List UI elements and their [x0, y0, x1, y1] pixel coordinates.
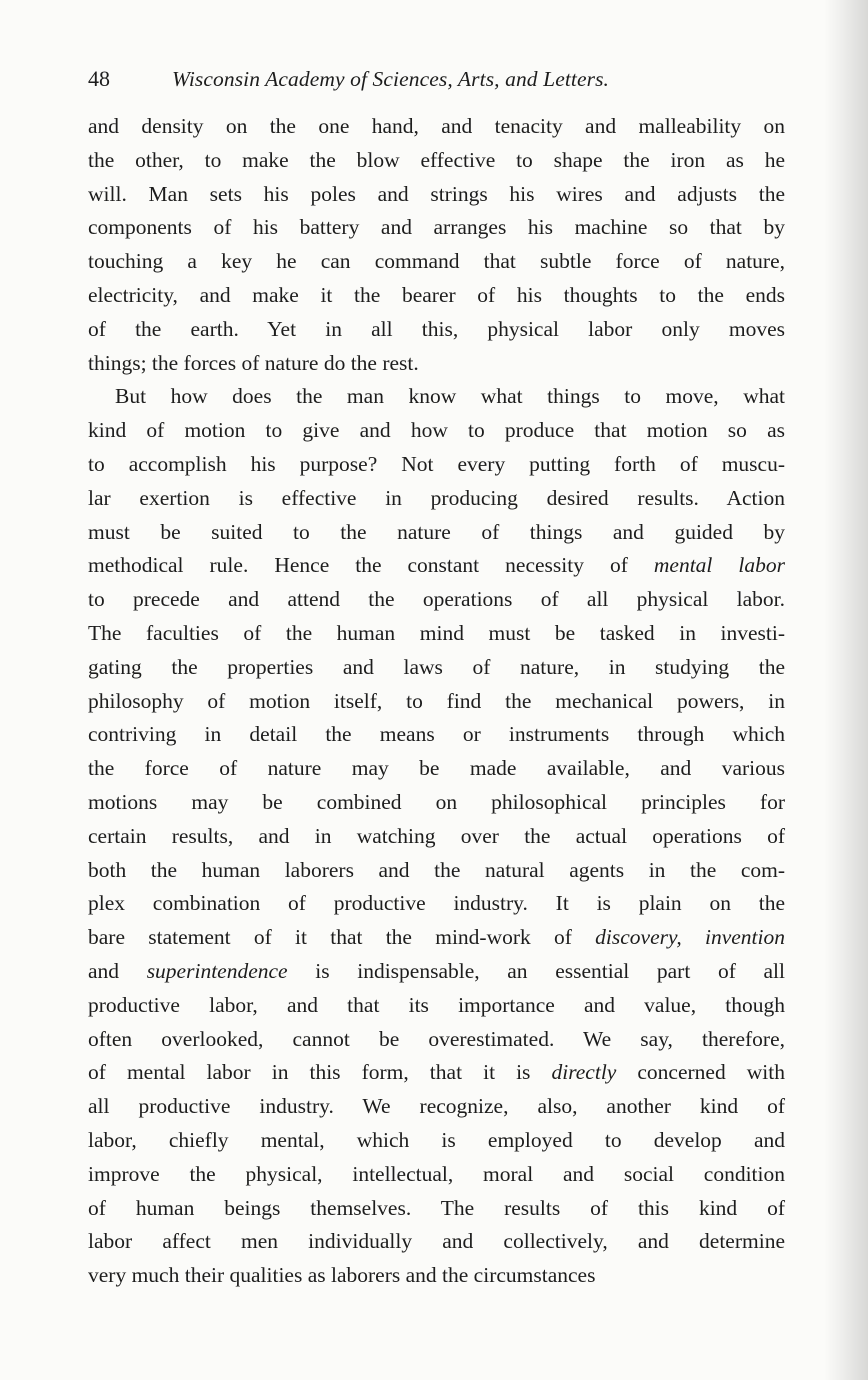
text-line — [88, 1225, 785, 1259]
text-run: electricity, and make it the bearer of his thoughts to the ends — [88, 282, 785, 307]
italic-text: directly — [551, 1060, 617, 1085]
text-line — [88, 516, 785, 550]
text-run: of human beings themselves. The results of this kind of — [88, 1195, 785, 1220]
text-run: plex combination of productive industry. It is plain on the — [88, 891, 785, 916]
text-run: of the earth. Yet in all this, physical labor only moves — [88, 316, 785, 341]
text-line — [88, 482, 785, 516]
text-run: lar exertion is effective in producing desired results. Action — [88, 485, 785, 510]
text-run: concerned with — [616, 1060, 785, 1085]
body-text — [88, 110, 785, 1293]
text-line — [88, 1259, 785, 1293]
text-line — [88, 921, 785, 955]
text-run: to accomplish his purpose? Not every putting forth of muscu- — [88, 451, 785, 476]
text-line — [88, 178, 785, 212]
text-line — [88, 887, 785, 921]
italic-text: mental labor — [653, 553, 785, 578]
text-run: is indispensable, an essential part of all — [287, 958, 785, 983]
text-line — [88, 313, 785, 347]
text-line — [88, 144, 785, 178]
text-line — [88, 549, 785, 583]
book-page — [88, 66, 785, 1293]
text-line — [88, 617, 785, 651]
running-head — [88, 66, 785, 110]
text-run: improve the physical, intellectual, moral and social condition — [88, 1161, 785, 1186]
text-run: often overlooked, cannot be overestimated. We say, therefore, — [88, 1026, 785, 1051]
text-run: the force of nature may be made available, and various — [88, 756, 785, 781]
text-line — [88, 1090, 785, 1124]
paragraph — [88, 110, 785, 380]
text-run: gating the properties and laws of nature, in studying the — [88, 654, 785, 679]
text-run: The faculties of the human mind must be tasked in investi- — [88, 620, 785, 645]
italic-text: superintendence — [146, 958, 288, 983]
text-line — [88, 786, 785, 820]
text-line — [88, 718, 785, 752]
page-edge-shadow — [824, 0, 868, 1380]
running-title: Wisconsin Academy of Sciences, Arts, and Letters. — [172, 67, 610, 91]
text-line — [88, 854, 785, 888]
text-line — [88, 1192, 785, 1226]
text-run: bare statement of it that the mind-work of — [88, 925, 596, 950]
text-line — [88, 110, 785, 144]
text-line — [88, 448, 785, 482]
text-run: philosophy of motion itself, to find the mechanical powers, in — [88, 688, 785, 713]
text-run: productive labor, and that its importance and value, though — [88, 992, 785, 1017]
text-run: But how does the man know what things to move, what — [115, 384, 785, 409]
text-line — [88, 1124, 785, 1158]
text-line — [88, 380, 785, 414]
text-run: will. Man sets his poles and strings his wires and adjusts the — [88, 181, 785, 206]
text-run: components of his battery and arranges his machine so that by — [88, 215, 785, 240]
text-run: all productive industry. We recognize, also, another kind of — [88, 1094, 785, 1119]
paragraph — [88, 380, 785, 1293]
text-line — [88, 245, 785, 279]
text-run: kind of motion to give and how to produce that motion so as — [88, 418, 785, 443]
text-run: touching a key he can command that subtle force of nature, — [88, 249, 785, 274]
text-line — [88, 752, 785, 786]
text-run: of mental labor in this form, that it is — [88, 1060, 552, 1085]
text-run: and density on the one hand, and tenacity and malleability on — [88, 114, 785, 138]
text-run: labor affect men individually and collectively, and determine — [88, 1229, 785, 1254]
text-line — [88, 820, 785, 854]
text-run: both the human laborers and the natural agents in the com- — [88, 857, 785, 882]
text-run: certain results, and in watching over the actual operations of — [88, 823, 785, 848]
text-line — [88, 955, 785, 989]
text-run: and — [88, 958, 147, 983]
text-line — [88, 989, 785, 1023]
text-run: to precede and attend the operations of all physical labor. — [88, 587, 785, 612]
text-run: motions may be combined on philosophical principles for — [88, 789, 785, 814]
text-line — [88, 1056, 785, 1090]
text-run: the other, to make the blow effective to shape the iron as he — [88, 147, 785, 172]
text-line — [88, 651, 785, 685]
text-line — [88, 347, 785, 381]
text-line — [88, 583, 785, 617]
text-run: contriving in detail the means or instruments through which — [88, 722, 785, 747]
text-line — [88, 279, 785, 313]
text-line — [88, 1023, 785, 1057]
text-line — [88, 414, 785, 448]
text-run: methodical rule. Hence the constant necessity of — [88, 553, 654, 578]
page-number: 48 — [88, 66, 110, 91]
text-run: labor, chiefly mental, which is employed to develop and — [88, 1127, 785, 1152]
text-run: must be suited to the nature of things and guided by — [88, 519, 785, 544]
text-line — [88, 685, 785, 719]
text-line — [88, 1158, 785, 1192]
text-run: things; the forces of nature do the rest. — [88, 350, 419, 375]
italic-text: discovery, invention — [595, 925, 785, 950]
text-run: very much their qualities as laborers and the circumstances — [88, 1263, 596, 1288]
text-line — [88, 211, 785, 245]
